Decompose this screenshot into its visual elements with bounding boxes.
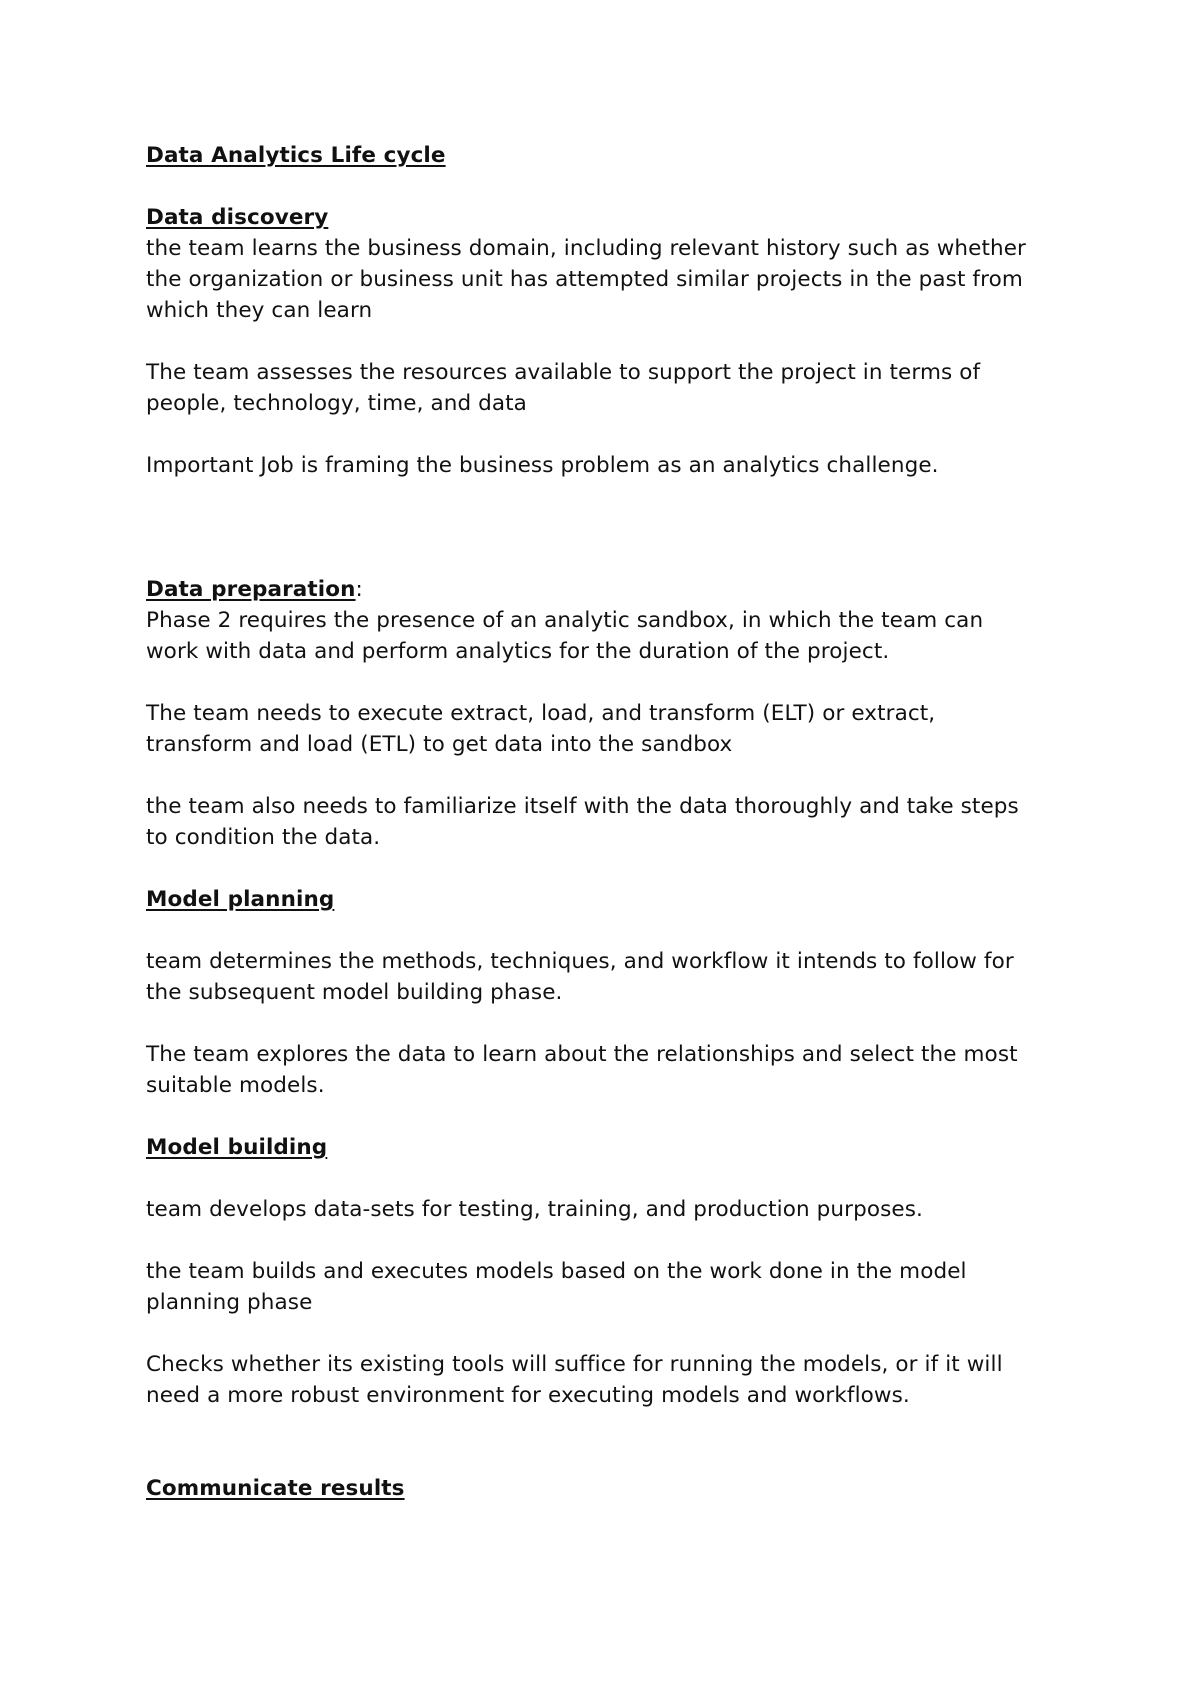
paragraph	[146, 791, 1086, 853]
section-heading-data-discovery: Data discovery	[146, 205, 329, 230]
text-line: the team builds and executes models based on the work done in the model	[146, 1259, 967, 1284]
document-page	[146, 140, 1086, 1504]
paragraph	[146, 357, 1086, 419]
text-line: Phase 2 requires the presence of an analytic sandbox, in which the team can	[146, 608, 984, 633]
text-line: Checks whether its existing tools will suffice for running the models, or if it will	[146, 1352, 1003, 1377]
document-title: Data Analytics Life cycle	[146, 143, 446, 168]
section-heading-communicate-results: Communicate results	[146, 1476, 405, 1501]
section-heading-row	[146, 574, 1086, 605]
text-line: to condition the data.	[146, 825, 381, 850]
text-line: the team learns the business domain, including relevant history such as whether	[146, 236, 1026, 261]
paragraph	[146, 233, 1086, 326]
text-line: the subsequent model building phase.	[146, 980, 563, 1005]
text-line: the organization or business unit has attempted similar projects in the past from	[146, 267, 1023, 292]
paragraph	[146, 450, 1086, 481]
text-line: work with data and perform analytics for the duration of the project.	[146, 639, 890, 664]
text-line: team determines the methods, techniques, and workflow it intends to follow for	[146, 949, 1014, 974]
text-line: The team assesses the resources available to support the project in terms of	[146, 360, 981, 385]
text-line: team develops data-sets for testing, training, and production purposes.	[146, 1197, 923, 1222]
text-line: the team also needs to familiarize itself with the data thoroughly and take steps	[146, 794, 1019, 819]
text-line: people, technology, time, and data	[146, 391, 527, 416]
text-line: need a more robust environment for executing models and workflows.	[146, 1383, 910, 1408]
text-line: Important Job is framing the business problem as an analytics challenge.	[146, 453, 939, 478]
paragraph	[146, 605, 1086, 667]
paragraph	[146, 1349, 1086, 1411]
heading-colon: :	[355, 577, 363, 602]
text-line: planning phase	[146, 1290, 313, 1315]
text-line: The team explores the data to learn about the relationships and select the most	[146, 1042, 1018, 1067]
paragraph	[146, 946, 1086, 1008]
paragraph	[146, 698, 1086, 760]
text-line: suitable models.	[146, 1073, 325, 1098]
section-heading-data-preparation: Data preparation	[146, 577, 356, 602]
text-line: The team needs to execute extract, load, and transform (ELT) or extract,	[146, 701, 936, 726]
section-heading-model-building: Model building	[146, 1135, 328, 1160]
paragraph	[146, 1256, 1086, 1318]
paragraph	[146, 1039, 1086, 1101]
section-heading-model-planning: Model planning	[146, 887, 335, 912]
text-line: transform and load (ETL) to get data into the sandbox	[146, 732, 733, 757]
text-line: which they can learn	[146, 298, 373, 323]
paragraph	[146, 1194, 1086, 1225]
